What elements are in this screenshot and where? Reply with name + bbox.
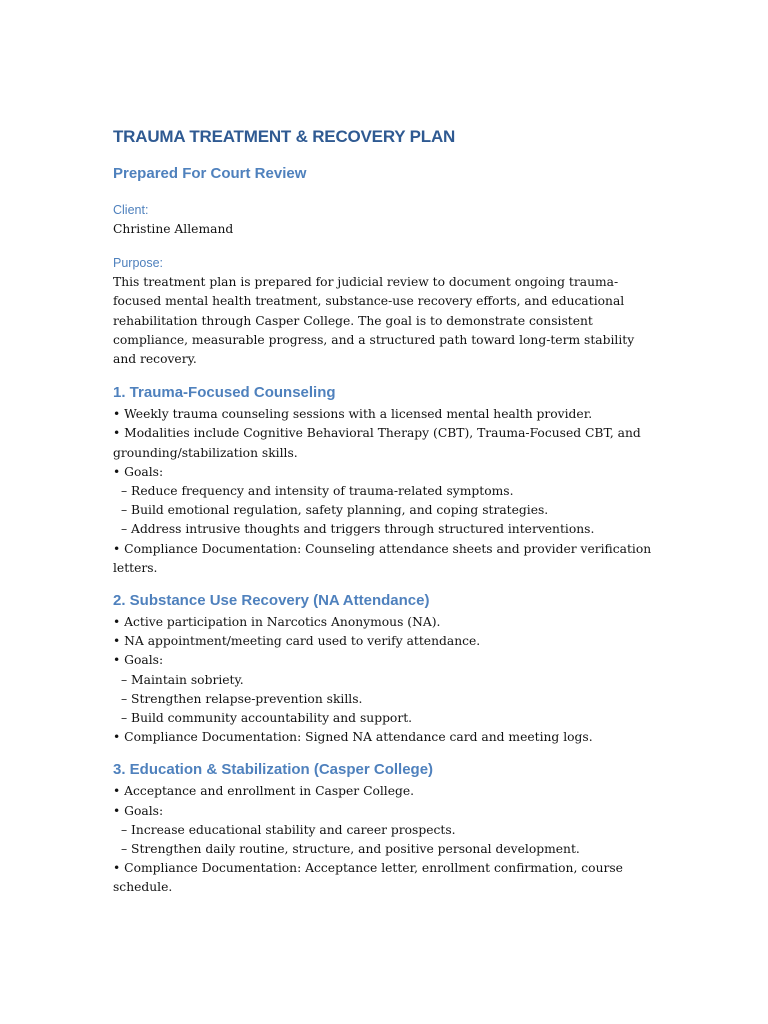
sub-list-item: – Build community accountability and support. [121,711,413,726]
list-item: • Acceptance and enrollment in Casper College. [113,784,415,799]
list-item: • Compliance Documentation: Counseling attendance sheets and provider verification letters. [113,541,652,575]
client-name: Christine Allemand [113,222,234,236]
list-item: • Goals: [113,653,164,668]
sub-list-item: – Maintain sobriety. [121,672,244,687]
section-heading-counseling: 1. Trauma-Focused Counseling [113,384,336,402]
section-heading-education: 3. Education & Stabilization (Casper College) [113,761,434,779]
section-list-education [113,782,658,897]
document-title: TRAUMA TREATMENT & RECOVERY PLAN [113,127,456,146]
sub-list-item: – Build emotional regulation, safety planning, and coping strategies. [121,503,549,518]
section-list-counseling [113,405,658,578]
list-item: • Active participation in Narcotics Anonymous (NA). [113,615,441,630]
document-page [113,118,658,898]
purpose-text: This treatment plan is prepared for judicial review to document ongoing trauma-focused mental health treatment, substance-use recovery efforts, and educational rehabilitation through Casper College. The goal is to demonstrate consistent compliance, measurable progress, and a structured path toward long-term stability and recovery. [113,275,635,367]
list-item: • Goals: [113,464,164,479]
list-item: • Weekly trauma counseling sessions with a licensed mental health provider. [113,407,593,422]
sub-list-item: – Increase educational stability and career prospects. [121,822,456,837]
document-subtitle: Prepared For Court Review [113,165,307,182]
list-item: • Compliance Documentation: Acceptance letter, enrollment confirmation, course schedule. [113,861,623,895]
list-item: • Modalities include Cognitive Behavioral Therapy (CBT), Trauma-Focused CBT, and grounding/stabilization skills. [113,426,641,460]
list-item: • Goals: [113,803,164,818]
section-list-substance-recovery [113,613,658,747]
client-label: Client: [113,203,149,217]
sub-list-item: – Reduce frequency and intensity of trauma-related symptoms. [121,484,514,499]
sub-list-item: – Address intrusive thoughts and triggers through structured interventions. [121,522,595,537]
section-heading-substance-recovery: 2. Substance Use Recovery (NA Attendance) [113,592,430,610]
purpose-label: Purpose: [113,256,164,271]
list-item: • NA appointment/meeting card used to verify attendance. [113,634,481,649]
list-item: • Compliance Documentation: Signed NA attendance card and meeting logs. [113,730,593,745]
sub-list-item: – Strengthen relapse-prevention skills. [121,691,363,706]
sub-list-item: – Strengthen daily routine, structure, and positive personal development. [121,842,580,857]
